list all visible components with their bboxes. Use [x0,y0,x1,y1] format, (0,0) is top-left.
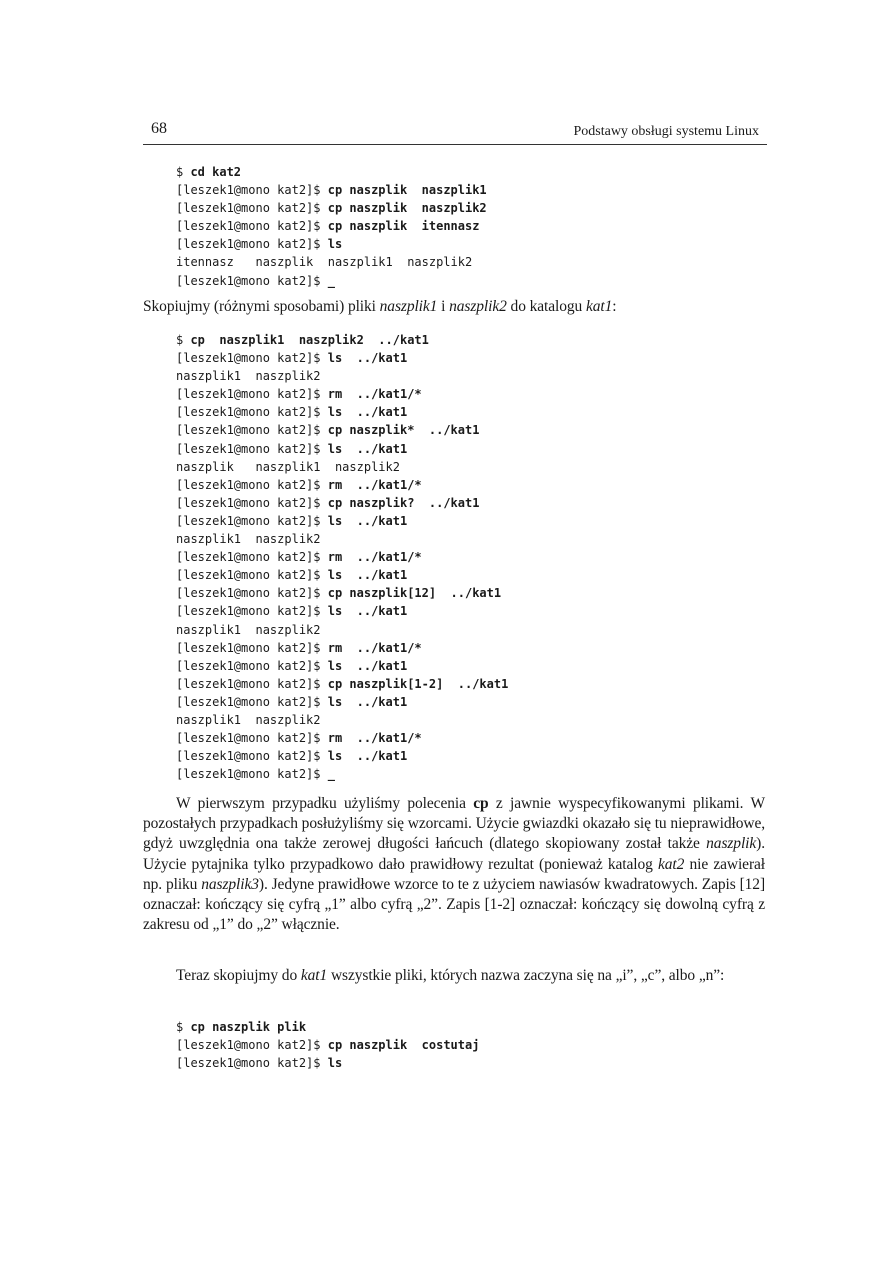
terminal-listing-1 [176,163,487,290]
terminal-line [176,1054,479,1072]
terminal-command: rm ../kat1/* [327,387,422,402]
terminal-line [176,693,508,711]
terminal-line [176,639,508,657]
terminal-prompt: [leszek1@mono kat2]$ [176,1038,328,1053]
terminal-prompt: naszplik1 naszplik2 [176,622,321,637]
terminal-prompt: [leszek1@mono kat2]$ [176,405,328,420]
terminal-prompt: [leszek1@mono kat2]$ [176,387,328,402]
terminal-line [176,729,508,747]
dirname: kat1 [300,967,328,984]
terminal-prompt: [leszek1@mono kat2]$ [176,568,328,583]
terminal-prompt: [leszek1@mono kat2]$ [176,731,328,746]
terminal-prompt: [leszek1@mono kat2]$ [176,658,328,673]
page-number: 68 [151,120,167,137]
text: ). Jedyne prawidłowe wzorce to te z użyciem nawiasów kwadratowych. Zapis [12] oznaczał: kończący się cyfrą „1” albo cyfrą „2”. Zapis [1-2] oznaczał: kończący się dowolną cyfrą z zakresu od „1” do „2” włącznie. [143,875,765,934]
terminal-command: rm ../kat1/* [327,640,422,655]
terminal-line [176,494,508,512]
terminal-line [176,272,487,290]
terminal-line [176,367,508,385]
terminal-command: cp naszplik[12] ../kat1 [327,586,502,601]
terminal-command: ls ../kat1 [327,405,408,420]
terminal-prompt: $ [176,1020,191,1034]
terminal-line [176,403,508,421]
running-title: Podstawy obsługi systemu Linux [573,124,759,139]
terminal-line [176,235,487,253]
text: nie zawierał np. pliku [143,855,766,893]
terminal-prompt: [leszek1@mono kat2]$ [176,183,328,198]
terminal-command: ls ../kat1 [327,351,408,366]
terminal-prompt: [leszek1@mono kat2]$ [176,749,328,764]
paragraph-intro [143,297,765,317]
text: wszystkie pliki, których nazwa zaczyna się na „i”, „c”, albo „n”: [327,967,725,984]
terminal-line [176,1018,479,1036]
terminal-command: cp naszplik plik [190,1020,307,1034]
terminal-command: cp naszplik* ../kat1 [327,423,480,438]
terminal-prompt: [leszek1@mono kat2]$ [176,676,328,691]
filename: naszplik1 [379,298,438,315]
terminal-command: ls [327,1056,343,1071]
terminal-prompt: [leszek1@mono kat2]$ [176,640,328,655]
terminal-prompt: naszplik naszplik1 naszplik2 [176,459,400,474]
terminal-line [176,530,508,548]
terminal-line [176,602,508,620]
text: Skopiujmy (różnymi sposobami) pliki [143,298,380,315]
terminal-prompt: itennasz naszplik naszplik1 naszplik2 [176,255,473,270]
text: i [437,298,450,315]
text: do katalogu [506,298,586,315]
text: W pierwszym przypadku użyliśmy polecenia [176,795,474,812]
terminal-command: ls ../kat1 [327,604,408,619]
terminal-prompt: [leszek1@mono kat2]$ [176,495,328,510]
terminal-command: ls ../kat1 [327,441,408,456]
terminal-prompt: [leszek1@mono kat2]$ [176,273,328,288]
page-header [143,120,767,145]
terminal-command: rm ../kat1/* [327,550,422,565]
terminal-prompt: naszplik1 naszplik2 [176,532,321,547]
terminal-line [176,711,508,729]
filename: naszplik [706,835,757,853]
terminal-line [176,440,508,458]
terminal-prompt: [leszek1@mono kat2]$ [176,351,328,366]
terminal-command: ls ../kat1 [327,513,408,528]
paragraph-explanation [143,794,765,935]
terminal-line [176,657,508,675]
filename: naszplik3 [201,875,259,893]
terminal-command: _ [327,273,335,288]
terminal-command: cd kat2 [190,165,242,179]
terminal-prompt: [leszek1@mono kat2]$ [176,441,328,456]
terminal-prompt: [leszek1@mono kat2]$ [176,550,328,565]
terminal-prompt: [leszek1@mono kat2]$ [176,513,328,528]
terminal-line [176,1036,479,1054]
text: ). Użycie pytajnika tylko przypadkowo dało prawidłowy rezultat (ponieważ katalog [143,835,765,873]
terminal-prompt: [leszek1@mono kat2]$ [176,694,328,709]
terminal-command: cp naszplik1 naszplik2 ../kat1 [190,333,429,347]
terminal-command: rm ../kat1/* [327,477,422,492]
terminal-listing-2 [176,331,508,783]
terminal-command: cp naszplik naszplik1 [327,183,487,198]
terminal-listing-3 [176,1018,479,1072]
terminal-line [176,458,508,476]
text: z jawnie wyspecyfikowanymi plikami. W pozostałych przypadkach posłużyliśmy się wzorcami. Użycie gwiazdki okazało się tu nieprawidłowe, gdyż uwzględnia ona także zerowej długości łańcuch (dlatego skopiowany został także [143,795,765,853]
terminal-prompt: [leszek1@mono kat2]$ [176,423,328,438]
terminal-command: cp naszplik? ../kat1 [327,495,480,510]
terminal-line [176,621,508,639]
terminal-line [176,675,508,693]
terminal-command: ls [327,237,343,252]
paragraph-next-step [143,966,765,986]
command: cp [473,795,489,812]
terminal-line [176,181,487,199]
terminal-line [176,512,508,530]
terminal-line [176,584,508,602]
terminal-line [176,548,508,566]
terminal-prompt: [leszek1@mono kat2]$ [176,201,328,216]
terminal-command: cp naszplik costutaj [327,1038,480,1053]
terminal-prompt: [leszek1@mono kat2]$ [176,586,328,601]
terminal-prompt: [leszek1@mono kat2]$ [176,767,328,782]
terminal-line [176,349,508,367]
terminal-command: _ [327,767,335,782]
terminal-prompt: [leszek1@mono kat2]$ [176,1056,328,1071]
terminal-line [176,476,508,494]
terminal-prompt: naszplik1 naszplik2 [176,369,321,384]
terminal-line [176,253,487,271]
terminal-command: ls ../kat1 [327,749,408,764]
terminal-command: rm ../kat1/* [327,731,422,746]
terminal-line [176,163,487,181]
terminal-command: cp naszplik naszplik2 [327,201,487,216]
terminal-line [176,385,508,403]
terminal-line [176,765,508,783]
terminal-command: cp naszplik itennasz [327,219,480,234]
terminal-prompt: [leszek1@mono kat2]$ [176,237,328,252]
terminal-line [176,747,508,765]
terminal-line [176,566,508,584]
dirname: kat1 [585,298,613,315]
terminal-command: ls ../kat1 [327,694,408,709]
terminal-line [176,199,487,217]
terminal-prompt: [leszek1@mono kat2]$ [176,219,328,234]
terminal-line [176,331,508,349]
terminal-prompt: $ [176,333,191,347]
terminal-command: ls ../kat1 [327,658,408,673]
terminal-command: cp naszplik[1-2] ../kat1 [327,676,509,691]
terminal-command: ls ../kat1 [327,568,408,583]
dirname: kat2 [658,855,685,873]
text: Teraz skopiujmy do [176,967,301,984]
terminal-line [176,217,487,235]
terminal-prompt: $ [176,165,191,179]
terminal-prompt: [leszek1@mono kat2]$ [176,477,328,492]
terminal-prompt: [leszek1@mono kat2]$ [176,604,328,619]
terminal-line [176,421,508,439]
terminal-prompt: naszplik1 naszplik2 [176,712,321,727]
filename: naszplik2 [449,298,507,315]
text: : [612,298,617,315]
